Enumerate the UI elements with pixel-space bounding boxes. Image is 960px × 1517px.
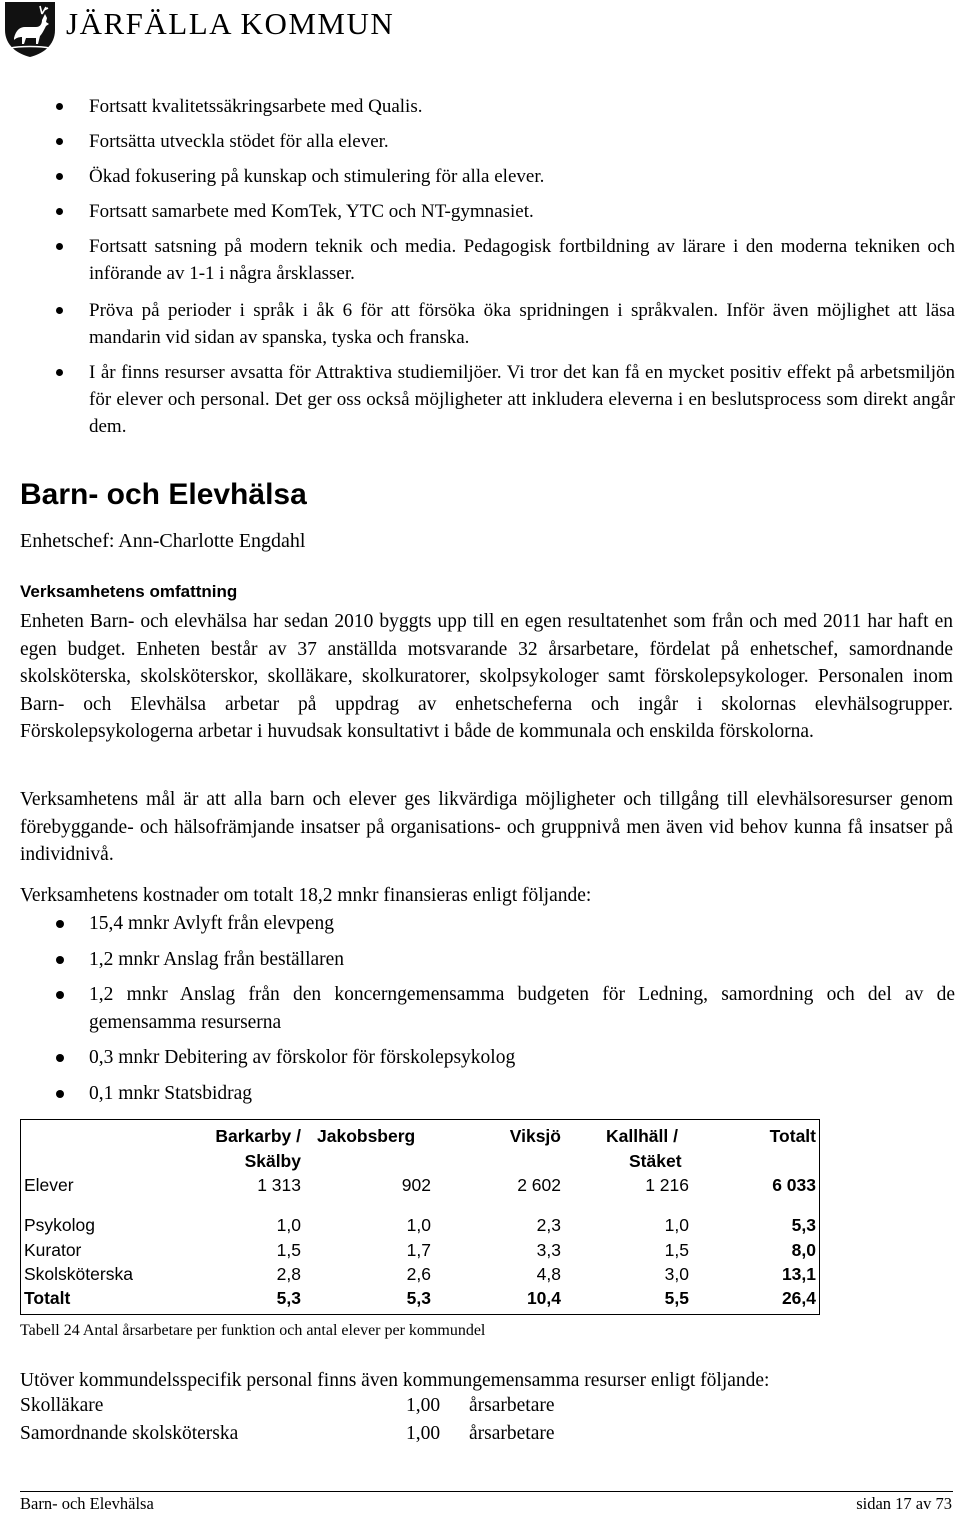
table-cell: 10,4	[526, 1288, 561, 1308]
paragraph-costs: Verksamhetens kostnader om totalt 18,2 mnkr finansieras enligt följande:	[20, 885, 592, 906]
table-cell: 1,7	[406, 1240, 431, 1260]
table-cell: 5,3	[276, 1288, 301, 1308]
table-cell: 3,0	[664, 1264, 689, 1284]
footer-section: Barn- och Elevhälsa	[20, 1494, 154, 1513]
table-cell: 2,6	[406, 1264, 431, 1284]
list-item: Fortsatt samarbete med KomTek, YTC och NT-gymnasiet.	[20, 198, 955, 225]
unit-manager: Enhetschef: Ann-Charlotte Engdahl	[20, 530, 306, 552]
table-header: Viksjö	[509, 1126, 561, 1146]
table-header: Barkarby /	[215, 1126, 301, 1146]
table-cell: 1 216	[645, 1175, 689, 1195]
table-cell: 2 602	[517, 1175, 561, 1195]
table-header: Kallhäll /	[606, 1126, 678, 1146]
resource-unit: årsarbetare	[469, 1395, 555, 1416]
footer-divider	[20, 1491, 953, 1492]
table-cell: 2,3	[536, 1215, 561, 1235]
page-number: sidan 17 av 73	[856, 1494, 952, 1513]
list-item: Fortsatt kvalitetssäkringsarbete med Qualis.	[20, 93, 955, 120]
table-cell: 4,8	[536, 1264, 561, 1284]
list-item: 15,4 mnkr Avlyft från elevpeng	[20, 910, 955, 938]
table-header: Jakobsberg	[317, 1126, 416, 1146]
table-cell: 1,0	[664, 1215, 689, 1235]
paragraph-scope: Enheten Barn- och elevhälsa har sedan 2010 byggts upp till en egen resultatenhet som från och med 2011 har haft en egen budget. Enheten består av 37 anställda motsvarande 32 årsarbetare, fördelat på enhetschef, samordnande skolsköterska, skolsköterskor, skolläkare, skolkuratorer, skolpsykologer samt förskolepsykologer. Personalen inom Barn- och Elevhälsa arbetar på uppdrag av enhetscheferna och ingår i skolornas elevhälsogrupper. Förskolepsykologerna arbetar i huvudsak konsultativt i både de kommunala och enskilda förskolorna.	[20, 611, 953, 742]
cost-list	[20, 910, 955, 1107]
list-item: Fortsätta utveckla stödet för alla elever.	[20, 128, 955, 155]
table-cell: 3,3	[536, 1240, 561, 1260]
table-cell: 8,0	[791, 1240, 816, 1260]
municipality-name: JÄRFÄLLA KOMMUN	[66, 6, 395, 41]
list-item: Ökad fokusering på kunskap och stimulering för alla elever.	[20, 163, 955, 190]
list-item: Pröva på perioder i språk i åk 6 för att försöka öka spridningen i språkvalen. Inför även möjlighet att läsa mandarin vid sidan av spanska, tyska och franska.	[20, 297, 955, 351]
table-cell: 902	[401, 1175, 431, 1195]
list-item: 0,3 mnkr Debitering av förskolor för förskolepsykolog	[20, 1044, 955, 1072]
table-cell: 13,1	[781, 1264, 816, 1284]
list-item: 1,2 mnkr Anslag från den koncerngemensamma budgeten för Ledning, samordning och del av de gemensamma resurserna	[20, 981, 955, 1036]
row-label: Psykolog	[24, 1215, 96, 1235]
resource-role: Samordnande skolsköterska	[20, 1423, 239, 1444]
resource-amount: 1,00	[406, 1395, 441, 1416]
list-item: Fortsatt satsning på modern teknik och media. Pedagogisk fortbildning av lärare i den moderna tekniken och införande av 1-1 i några årsklasser.	[20, 233, 955, 287]
goals-list	[20, 93, 955, 440]
table-cell: 1,0	[406, 1215, 431, 1235]
table-cell: 5,3	[406, 1288, 431, 1308]
shared-resources-intro: Utöver kommundelsspecifik personal finns även kommungemensamma resurser enligt följande:	[20, 1370, 770, 1391]
table-cell: 2,8	[276, 1264, 301, 1284]
table-cell: 1,5	[276, 1240, 301, 1260]
resource-unit: årsarbetare	[469, 1423, 555, 1444]
row-label: Skolsköterska	[24, 1264, 133, 1284]
table-cell: 1,0	[276, 1215, 301, 1235]
list-item: 0,1 mnkr Statsbidrag	[20, 1080, 955, 1108]
table-cell: 5,5	[664, 1288, 689, 1308]
list-item: 1,2 mnkr Anslag från beställaren	[20, 946, 955, 974]
table-cell: 1,5	[664, 1240, 689, 1260]
row-label: Elever	[24, 1175, 74, 1195]
row-label: Kurator	[24, 1240, 82, 1260]
list-item: I år finns resurser avsatta för Attraktiva studiemiljöer. Vi tror det kan få en mycket positiv effekt på arbetsmiljön för elever och personal. Det ger oss också möjligheter att inkludera eleverna i en beslutsprocess som direkt angår dem.	[20, 359, 955, 440]
table-caption: Tabell 24 Antal årsarbetare per funktion och antal elever per kommundel	[20, 1322, 486, 1339]
resource-role: Skolläkare	[20, 1395, 104, 1416]
subheading: Verksamhetens omfattning	[20, 582, 238, 601]
table-cell: 26,4	[781, 1288, 816, 1308]
table-header: Totalt	[769, 1126, 816, 1146]
resource-amount: 1,00	[406, 1423, 441, 1444]
row-label: Totalt	[24, 1288, 71, 1308]
staff-table	[20, 1119, 820, 1315]
municipality-crest-icon	[2, 0, 58, 58]
table-header: Skälby	[244, 1151, 301, 1171]
paragraph-goal: Verksamhetens mål är att alla barn och elever ges likvärdiga möjligheter och tillgång till elevhälsoresurser genom förebyggande- och hälsofrämjande insatser på organisations- och gruppnivå men även vid behov kunna få insatser på individnivå.	[20, 789, 953, 865]
section-title: Barn- och Elevhälsa	[20, 478, 307, 511]
table-cell: 6 033	[772, 1175, 816, 1195]
table-cell: 1 313	[257, 1175, 301, 1195]
table-header: Stäket	[629, 1151, 682, 1171]
table-cell: 5,3	[791, 1215, 816, 1235]
